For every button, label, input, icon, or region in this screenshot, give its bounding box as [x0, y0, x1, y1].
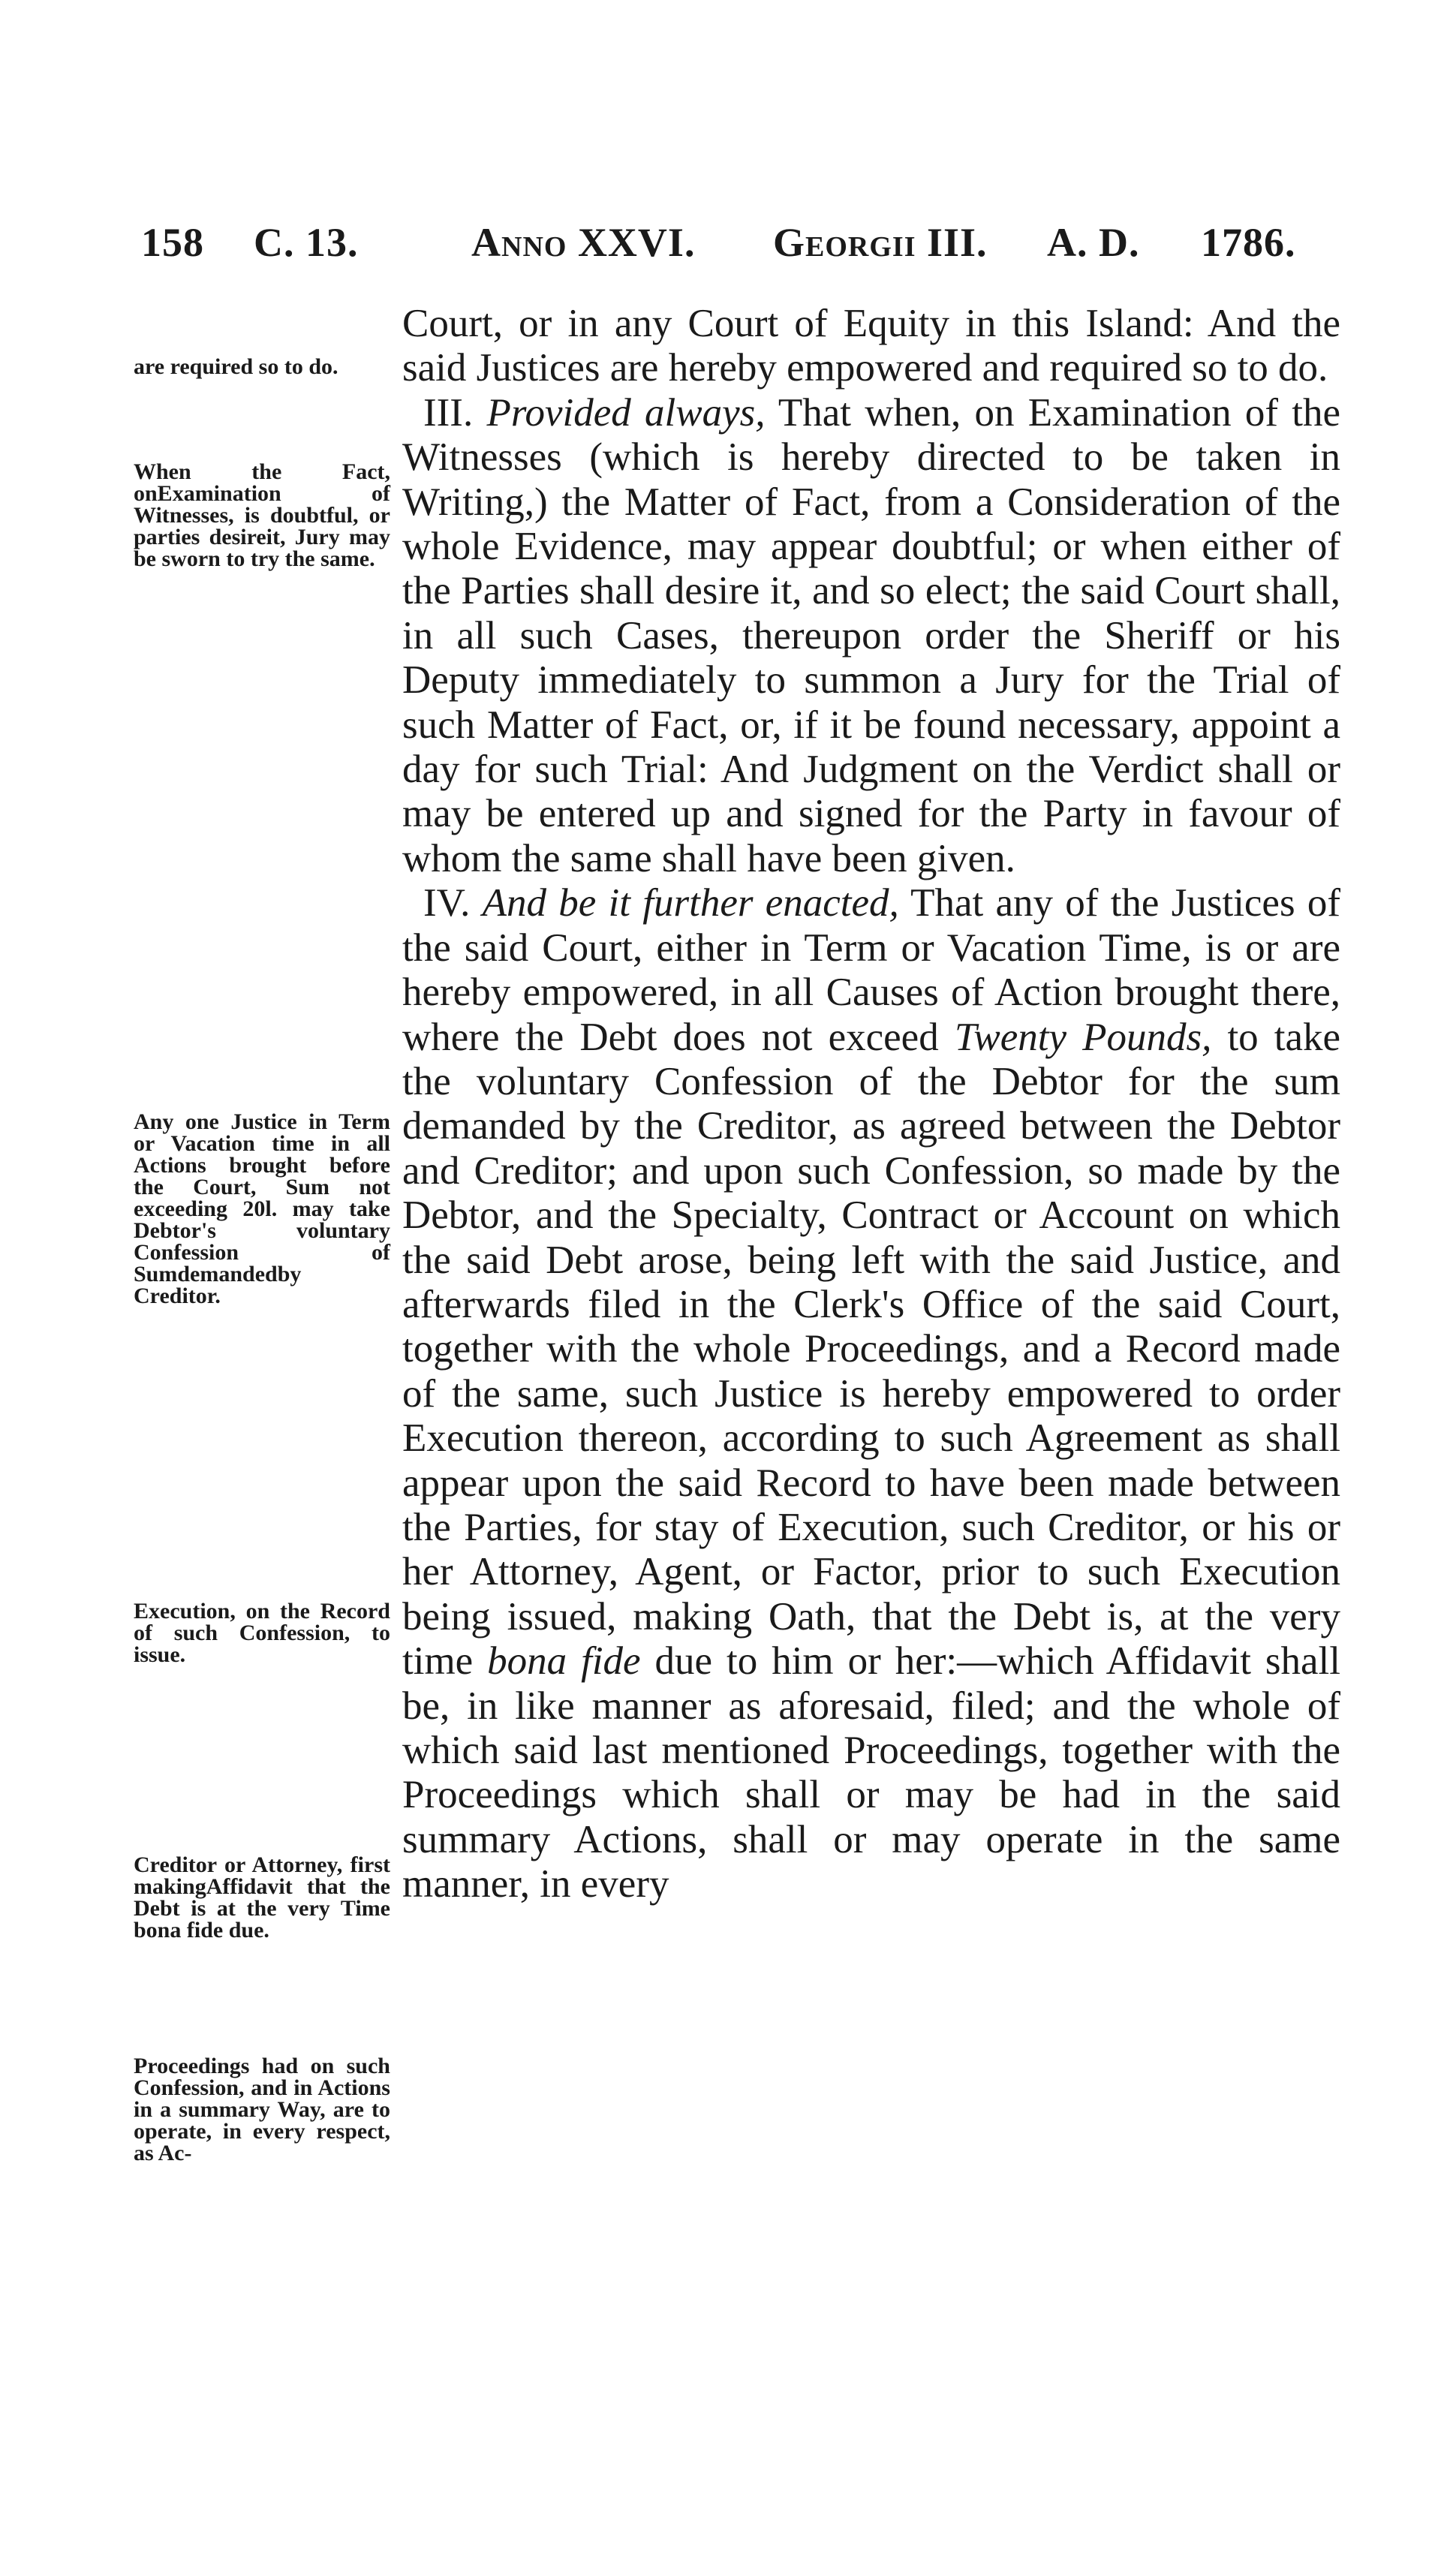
margin-note-proceedings: Proceedings had on such Confession, and in Actions in a summary Way, are to operate, in every respect, as Ac-	[134, 2054, 390, 2165]
chapter-label: C. 13.	[254, 220, 359, 265]
main-text-column	[402, 302, 1340, 1907]
reign-label: Georgii III.	[773, 220, 988, 265]
margin-note-confession: Any one Justice in Term or Vacation time in all Actions brought before the Court, Sum not exceeding 20l. may take Debtor's voluntary Confession of Sumdemandedby Creditor.	[134, 1109, 390, 1308]
section-4-text-a: That any of the Justices of the said Court, either in Term or Vacation Time, is or are hereby empowered, in all Causes of Action brought there, where the Debt does not exceed	[402, 881, 1341, 1059]
page-number: 158	[141, 220, 204, 265]
margin-note-jury: When the Fact, onExamination of Witnesses, is doubtful, or parties desireit, Jury may be sworn to try the same.	[134, 459, 390, 571]
twenty-pounds-phrase: Twenty Pounds,	[954, 1015, 1212, 1059]
proviso-phrase: Provided always,	[486, 390, 766, 435]
section-3-text: That when, on Examination of the Witnesses (which is hereby directed to be taken in Writing,) the Matter of Fact, from a Consideration of the whole Evidence, may appear doubtful; or when either of the Parties shall desire it, and so elect; the said Court shall, in all such Cases, thereupon order the Sheriff or his Deputy immediately to summon a Jury for the Trial of such Matter of Fact, or, if it be found necessary, appoint a day for such Trial: And Judgment on the Verdict shall or may be entered up and signed for the Party in favour of whom the same shall have been given.	[402, 390, 1341, 880]
paragraph-continued: Court, or in any Court of Equity in this Island: And the said Justices are hereby empowered and required so to do.	[402, 302, 1340, 390]
section-4-text-c: due to him or her:—which Affidavit shall be, in like manner as aforesaid, filed; and the whole of which said last mentioned Proceedings, together with the Proceedings which shall or may be had in the said summary Actions, shall or may operate in the same manner, in every	[402, 1639, 1341, 1906]
year-label: 1786.	[1201, 220, 1296, 265]
paragraph-section-4	[402, 881, 1340, 1906]
margin-note-required: are required so to do.	[134, 354, 338, 379]
paragraph-section-3	[402, 391, 1340, 881]
section-4-text-b: to take the voluntary Confession of the Debtor for the sum demanded by the Creditor, as agreed between the Debtor and Creditor; and upon such Confession, so made by the Debtor, and the Specialty, Contract or Account on which the said Debt arose, being left with the said Justice, and afterwards filed in the Clerk's Office of the said Court, together with the whole Proceedings, and a Record made of the same, such Justice is hereby empowered to order Execution thereon, according to such Agreement as shall appear upon the said Record to have been made between the Parties, for stay of Execution, such Creditor, or his or her Attorney, Agent, or Factor, prior to such Execution being issued, making Oath, that the Debt is, at the very time	[402, 1015, 1341, 1684]
ad-label: A. D.	[1047, 220, 1140, 265]
margin-note-execution: Execution, on the Record of such Confession, to issue.	[134, 1599, 390, 1667]
running-head	[141, 219, 1342, 279]
enacting-phrase: And be it further enacted,	[482, 881, 899, 925]
margin-note-affidavit: Creditor or Attorney, first makingAffidavit that the Debt is at the very Time bona fide due.	[134, 1852, 390, 1943]
anno-label: Anno XXVI.	[471, 220, 696, 265]
section-number-4: IV.	[423, 881, 471, 925]
section-number-3: III.	[423, 390, 474, 435]
bona-fide-phrase: bona fide	[487, 1639, 641, 1684]
